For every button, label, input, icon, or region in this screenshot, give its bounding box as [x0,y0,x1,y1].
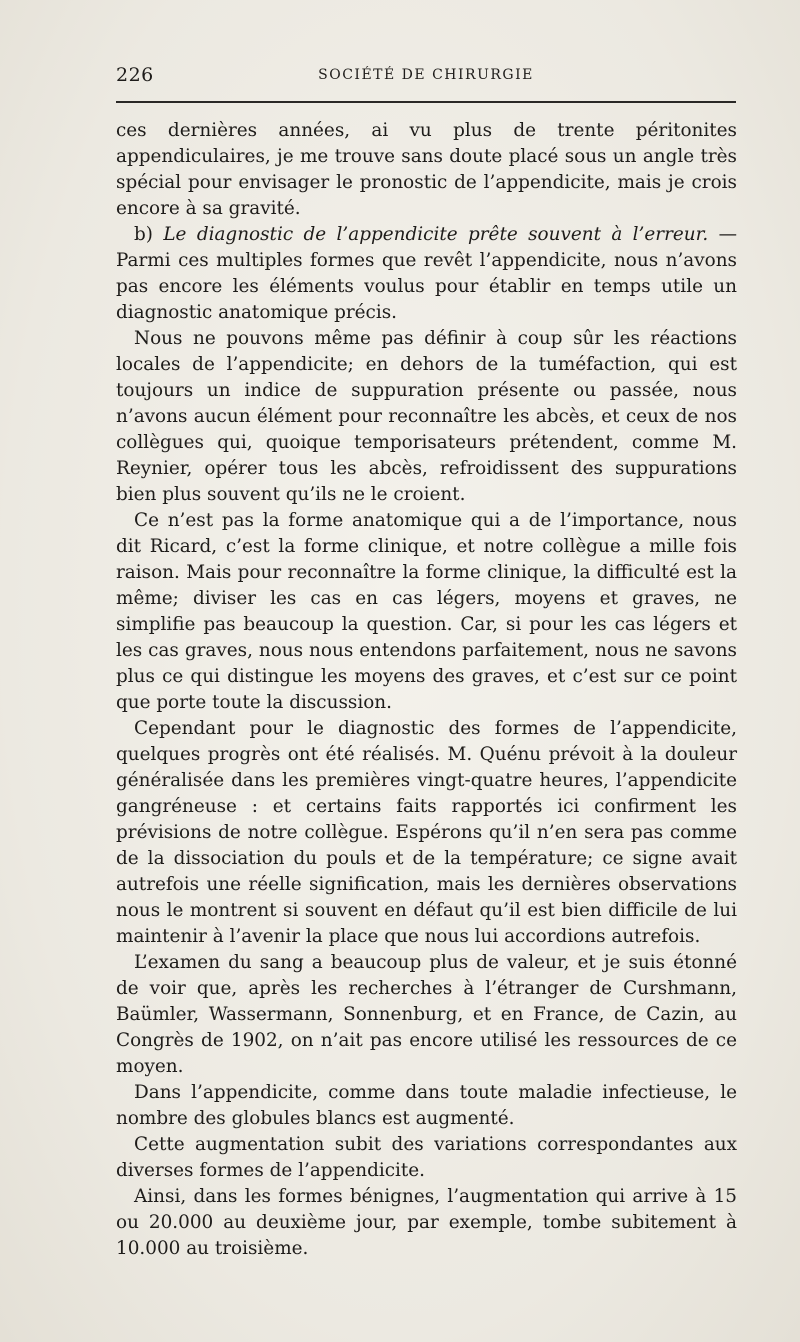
paragraph: Ce n’est pas la forme anatomique qui a de l’importance, nous dit Ricard, c’est la forme clinique, et notre collègue a mille fois raison. Mais pour reconnaître la forme clinique, la difficulté est la même; diviser les cas en cas légers, moyens et graves, ne simplifie pas beaucoup la question. Car, si pour les cas légers et les cas graves, nous nous entendons parfaitement, nous ne savons plus ce qui distingue les moyens des graves, et c’est sur ce point que porte toute la discussion. [116,510,737,713]
section-heading: Le diagnostic de l’appendicite prête souvent à l’erreur. [163,224,709,245]
paragraph: ces dernières années, ai vu plus de trente péritonites appendiculaires, je me trouve sans doute placé sous un angle très spécial pour envisager le pronostic de l’appendicite, mais je crois encore à sa gravité. [116,120,737,219]
paragraph: L’examen du sang a beaucoup plus de valeur, et je suis étonné de voir que, après les recherches à l’étranger de Curshmann, Baümler, Wassermann, Sonnenburg, et en France, de Cazin, au Congrès de 1902, on n’ait pas encore utilisé les ressources de ce moyen. [116,952,737,1077]
running-head: SOCIÉTÉ DE CHIRURGIE [318,67,534,83]
paragraph: Cependant pour le diagnostic des formes de l’appendicite, quelques progrès ont été réalisés. M. Quénu prévoit à la douleur généralisée dans les premières vingt-quatre heures, l’appendicite gangréneuse : et certains faits rapportés ici confirment les prévisions de notre collègue. Espérons qu’il n’en sera pas comme de la dissociation du pouls et de la température; ce signe avait autrefois une réelle signification, mais les dernières observations nous le montrent si souvent en défaut qu’il est bien difficile de lui maintenir à l’avenir la place que nous lui accordions autrefois. [116,718,737,947]
paragraph-text: — Parmi ces multiples formes que revêt l’appendicite, nous n’avons pas encore les éléments voulus pour établir en temps utile un diagnostic anatomique précis. [116,224,737,323]
section-label: b) [134,224,153,245]
paragraph: Cette augmentation subit des variations correspondantes aux diverses formes de l’appendicite. [116,1134,737,1181]
paragraph: Dans l’appendicite, comme dans toute maladie infectieuse, le nombre des globules blancs est augmenté. [116,1082,737,1129]
section-paragraph [116,222,737,326]
paragraph: Ainsi, dans les formes bénignes, l’augmentation qui arrive à 15 ou 20.000 au deuxième jour, par exemple, tombe subitement à 10.000 au troisième. [116,1186,737,1259]
page-header [116,64,736,88]
body-text [116,118,737,1262]
header-rule [116,101,736,103]
paragraph: Nous ne pouvons même pas définir à coup sûr les réactions locales de l’appendicite; en dehors de la tuméfaction, qui est toujours un indice de suppuration présente ou passée, nous n’avons aucun élément pour reconnaître les abcès, et ceux de nos collègues qui, quoique temporisateurs prétendent, comme M. Reynier, opérer tous les abcès, refroidissent des suppurations bien plus souvent qu’ils ne le croient. [116,328,737,505]
page-number: 226 [116,64,154,86]
